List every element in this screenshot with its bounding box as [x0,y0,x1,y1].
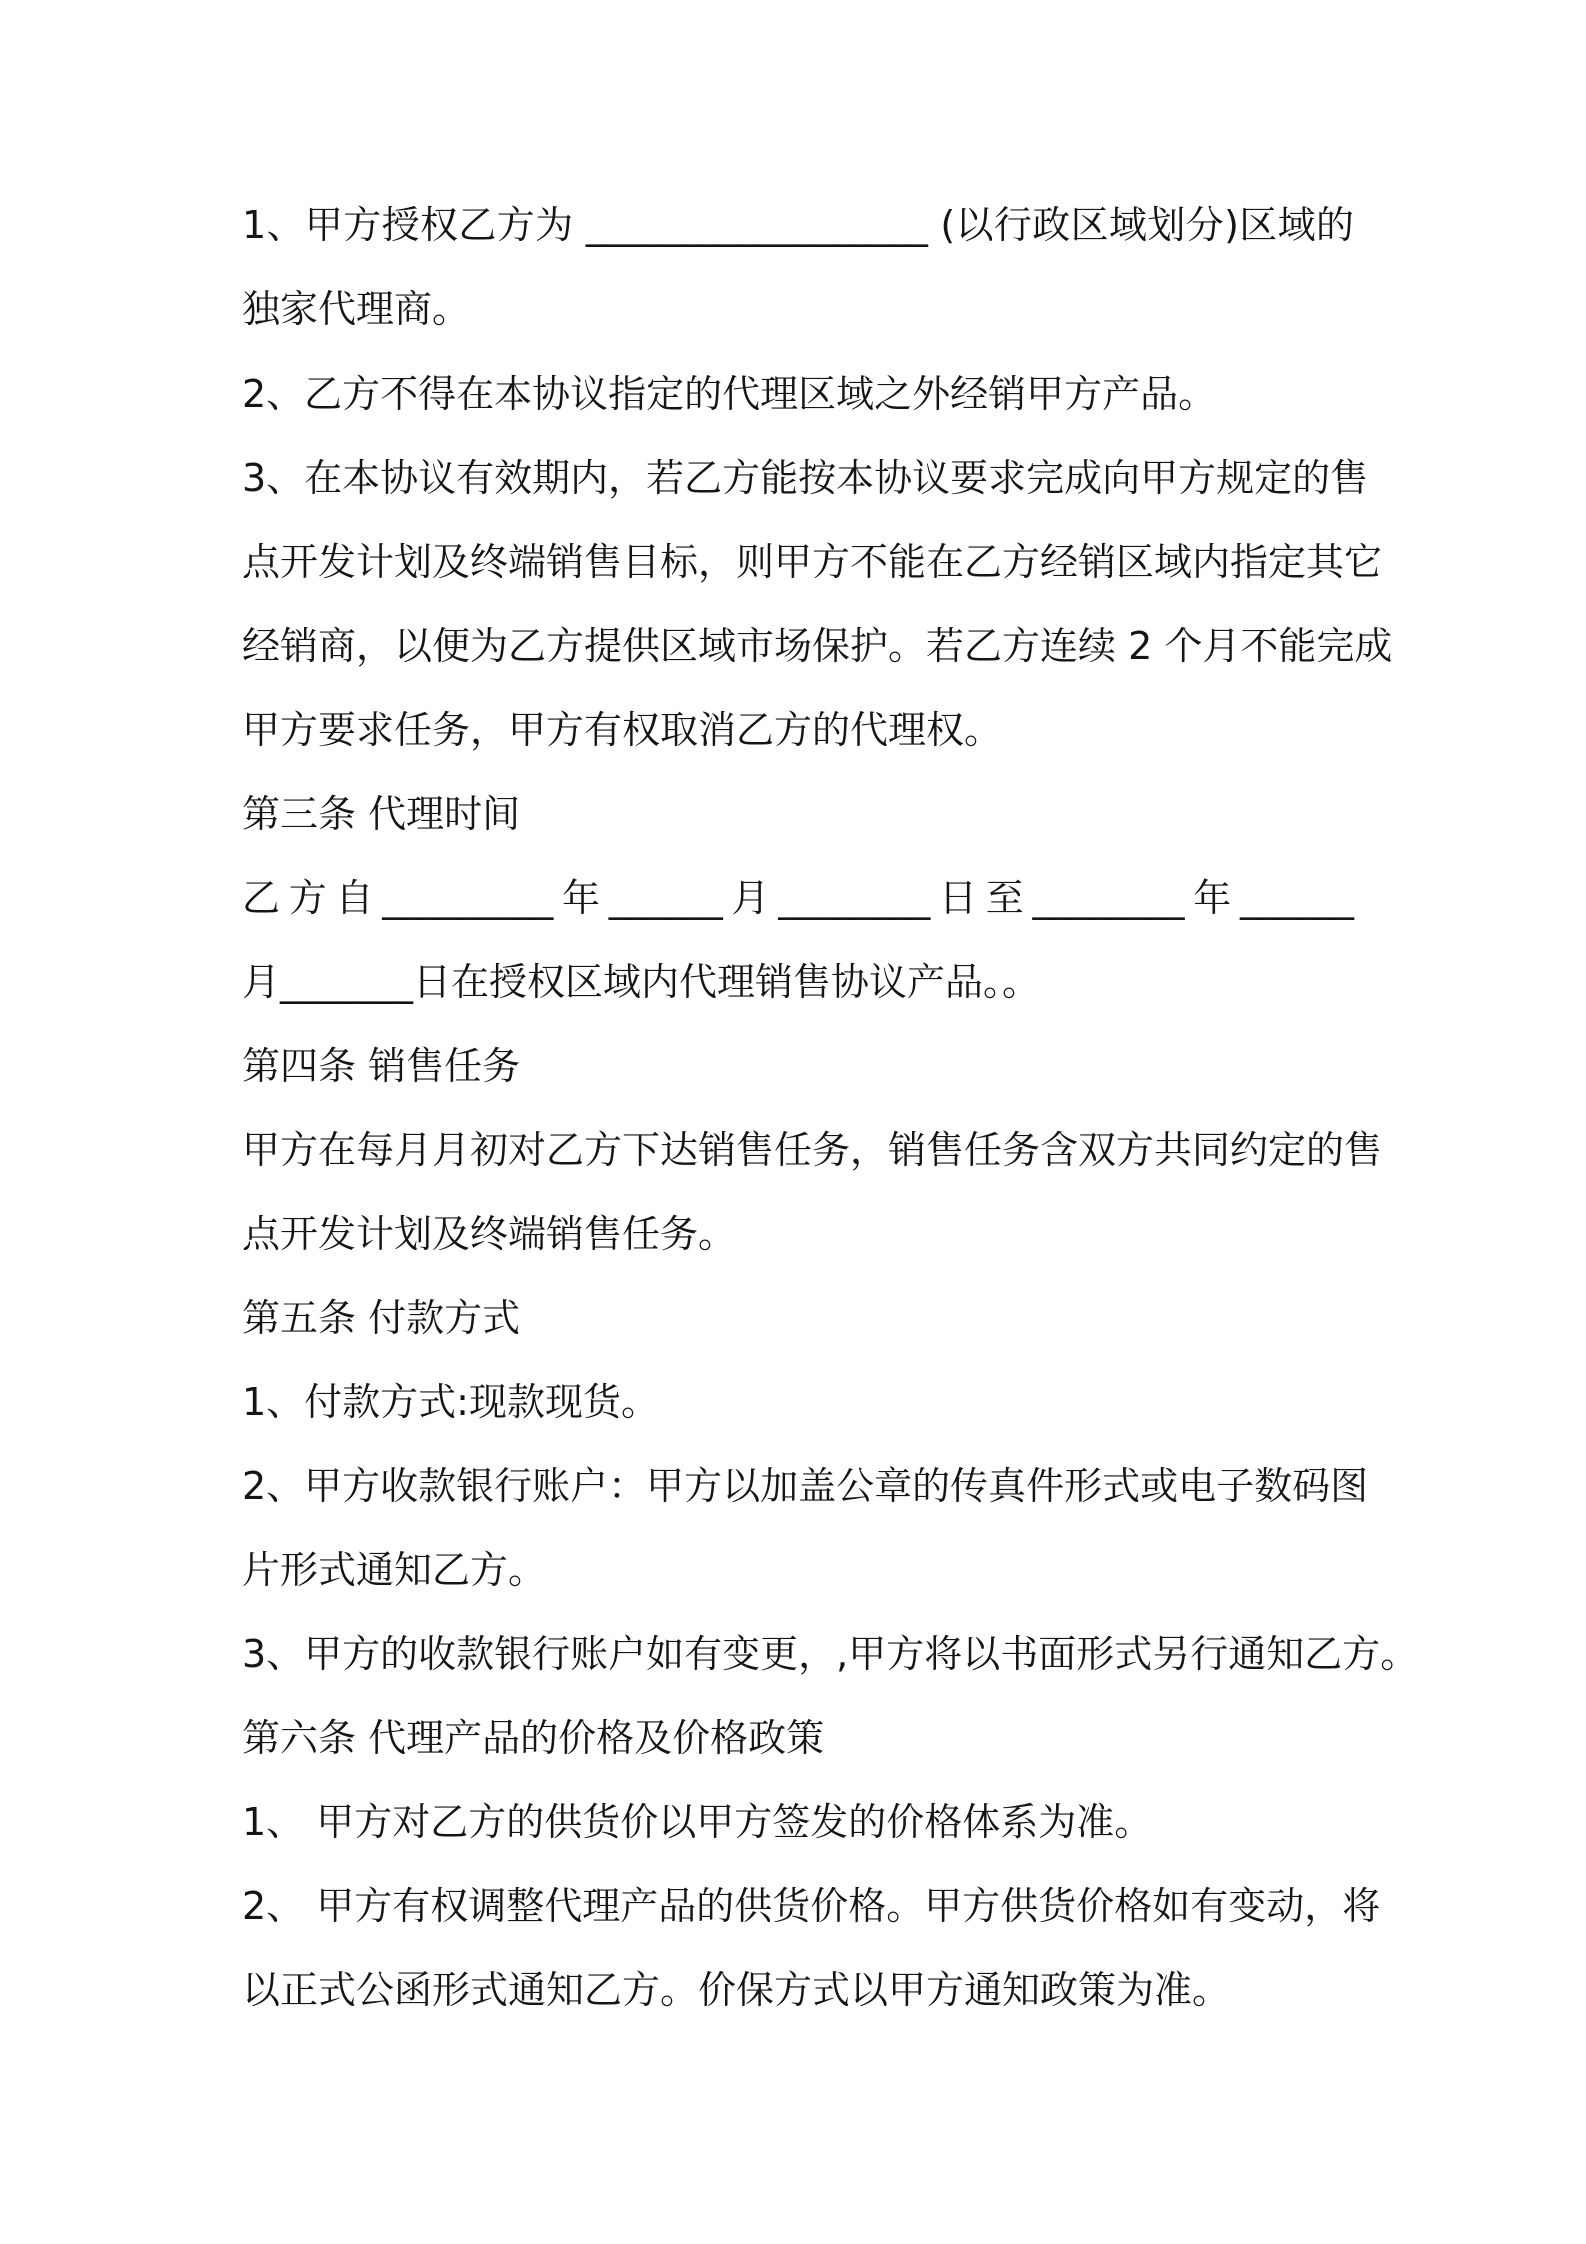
clause-2-2: 2、乙方不得在本协议指定的代理区域之外经销甲方产品。 [242,372,1217,416]
article-4-line-2: 点开发计划及终端销售任务。 [242,1212,737,1256]
article-6-heading: 第六条 代理产品的价格及价格政策 [242,1716,825,1760]
clause-2-1-line-2: 独家代理商。 [242,287,471,331]
article-3-heading: 第三条 代理时间 [242,792,521,836]
clause-2-3-line-1: 3、在本协议有效期内，若乙方能按本协议要求完成向甲方规定的售 [242,456,1369,500]
clause-6-2-line-1: 2、 甲方有权调整代理产品的供货价格。甲方供货价格如有变动，将 [242,1884,1381,1928]
clause-5-2-line-1: 2、甲方收款银行账户：甲方以加盖公章的传真件形式或电子数码图 [242,1464,1369,1508]
article-4-heading: 第四条 销售任务 [242,1044,521,1088]
clause-2-3-line-3: 经销商，以便为乙方提供区域市场保护。若乙方连续 2 个月不能完成 [242,624,1393,668]
article-3-line-2: 月_______日在授权区域内代理销售协议产品。。 [242,960,1041,1004]
article-5-heading: 第五条 付款方式 [242,1296,521,1340]
article-4-line-1: 甲方在每月月初对乙方下达销售任务，销售任务含双方共同约定的售 [242,1128,1383,1172]
article-3-line-1: 乙方自_________年______月________日至________年______ [242,876,1354,920]
clause-2-1-line-1: 1、甲方授权乙方为 __________________ (以行政区域划分)区域的 [242,203,1354,247]
clause-6-1: 1、 甲方对乙方的供货价以甲方签发的价格体系为准。 [242,1800,1153,1844]
clause-5-3: 3、甲方的收款银行账户如有变更，,甲方将以书面形式另行通知乙方。 [242,1632,1419,1676]
clause-2-3-line-2: 点开发计划及终端销售目标，则甲方不能在乙方经销区域内指定其它 [242,540,1383,584]
clause-5-1: 1、付款方式:现款现货。 [242,1380,659,1424]
clause-5-2-line-2: 片形式通知乙方。 [242,1548,547,1592]
clause-6-2-line-2: 以正式公函形式通知乙方。价保方式以甲方通知政策为准。 [242,1968,1231,2012]
clause-2-3-line-4: 甲方要求任务，甲方有权取消乙方的代理权。 [242,708,1003,752]
